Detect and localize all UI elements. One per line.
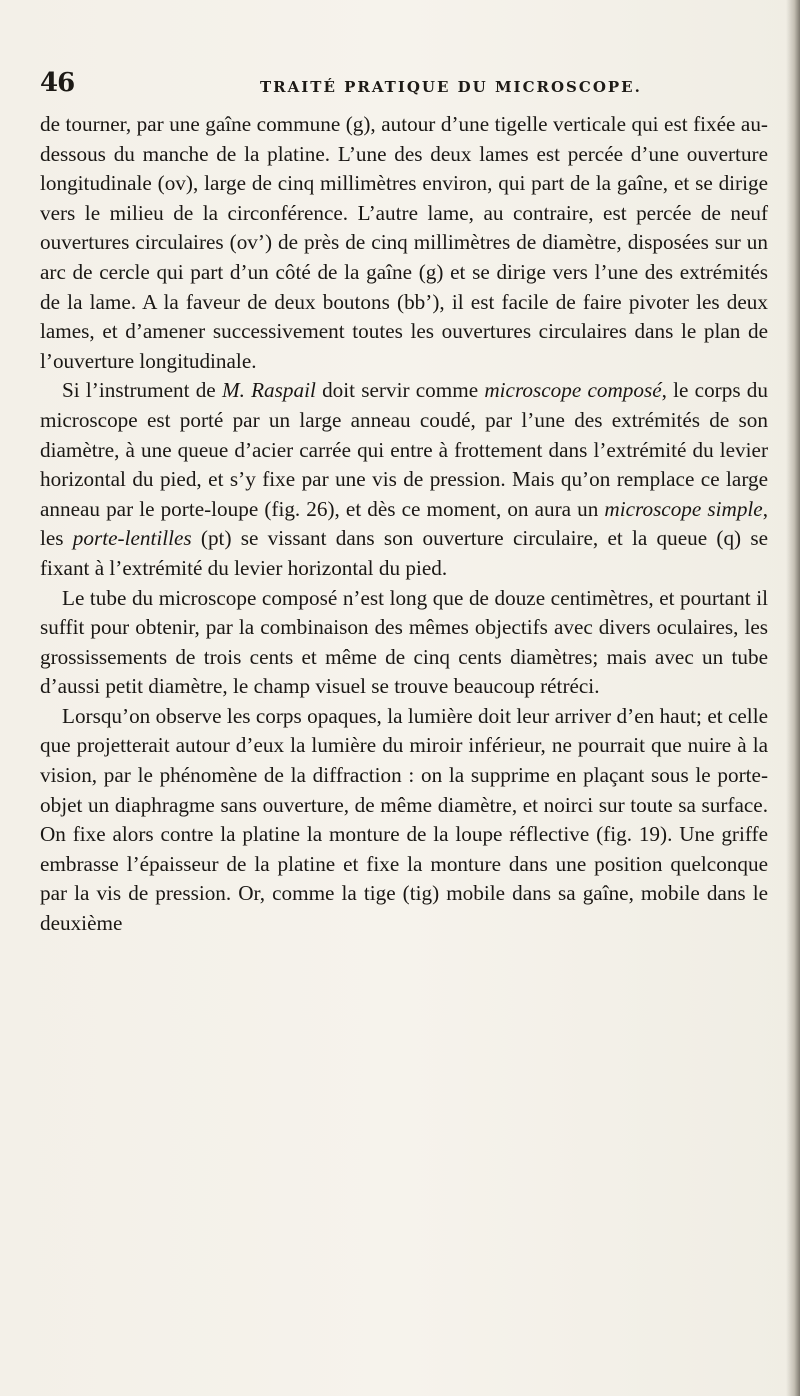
paragraph-4-text: Lorsqu’on observe les corps opaques, la lumière doit leur arriver d’en haut; et celle que projetterait autour d’eux la lumière du miroir inférieur, ne pourrait que nuire à la vision, par le phénomène de la diffraction : on la supprime en plaçant sous le porte-objet un diaphragme sans ouverture, de même diamètre, et noirci sur toute sa surface. On fixe alors contre la platine la monture de la loupe réflective (fig. 19). Une griffe embrasse l’épaisseur de la platine et fixe la monture dans une position quelconque par la vis de pression. Or, comme la tige (tig) mobile dans sa gaîne, mobile dans le deuxième [40, 703, 768, 936]
term-porte-lentilles: porte-lentilles [72, 526, 192, 551]
paragraph-2-text-e: (pt) se vissant dans son ouverture circulaire, et la queue (q) se fixant à l’extrémité du levier horizontal du pied. [40, 526, 768, 580]
page-edge-shadow [786, 0, 800, 1396]
page-header [40, 70, 760, 106]
paragraph-2-text-a: Si l’instrument de [62, 378, 222, 403]
paragraph-3 [40, 584, 768, 702]
body-text [40, 110, 768, 939]
paragraph-3-text: Le tube du microscope composé n’est long que de douze centimètres, et pourtant il suffit pour obtenir, par la combinaison des mêmes objectifs avec divers oculaires, les grossissements de trois cents et même de cinq cents diamètres; mais avec un tube d’aussi petit diamètre, le champ visuel se trouve beaucoup rétréci. [40, 585, 768, 699]
paragraph-2-text-c: , le corps du microscope est porté par un large anneau coudé, par l’une des extrémités de son diamètre, à une queue d’acier carrée qui entre à frottement dans l’extrémité du levier horizontal du pied, et s’y fixe par une vis de pression. Mais qu’on remplace ce large anneau par le porte-loupe (fig. 26), et dès ce moment, on aura un [40, 378, 768, 521]
term-microscope-compose: microscope composé [484, 378, 662, 403]
page-number: 46 [40, 68, 75, 98]
paragraph-1 [40, 110, 768, 376]
paragraph-1-text: de tourner, par une gaîne commune (g), autour d’une tigelle verticale qui est fixée au-dessous du manche de la platine. L’une des deux lames est percée d’une ouverture longitudinale (ov), large de cinq millimètres environ, qui part de la gaîne, et se dirige vers le milieu de la circonférence. L’autre lame, au contraire, est percée de neuf ouvertures circulaires (ov’) de près de cinq millimètres de diamètre, disposées sur un arc de cercle qui part d’un côté de la gaîne (g) et se dirige vers l’une des extrémités de la lame. A la faveur de deux boutons (bb’), il est facile de faire pivoter les deux lames, et d’amener successivement toutes les ouvertures circulaires dans le plan de l’ouverture longitudinale. [40, 112, 768, 373]
paragraph-2-text-b: doit servir comme [315, 378, 485, 403]
paragraph-2-text-d: , les [40, 496, 769, 551]
term-microscope-simple: microscope simple [604, 496, 763, 521]
paragraph-2 [40, 376, 768, 583]
author-name-italic: M. Raspail [221, 378, 316, 403]
paragraph-4 [40, 702, 768, 939]
running-head: TRAITÉ PRATIQUE DU MICROSCOPE. [260, 78, 642, 96]
